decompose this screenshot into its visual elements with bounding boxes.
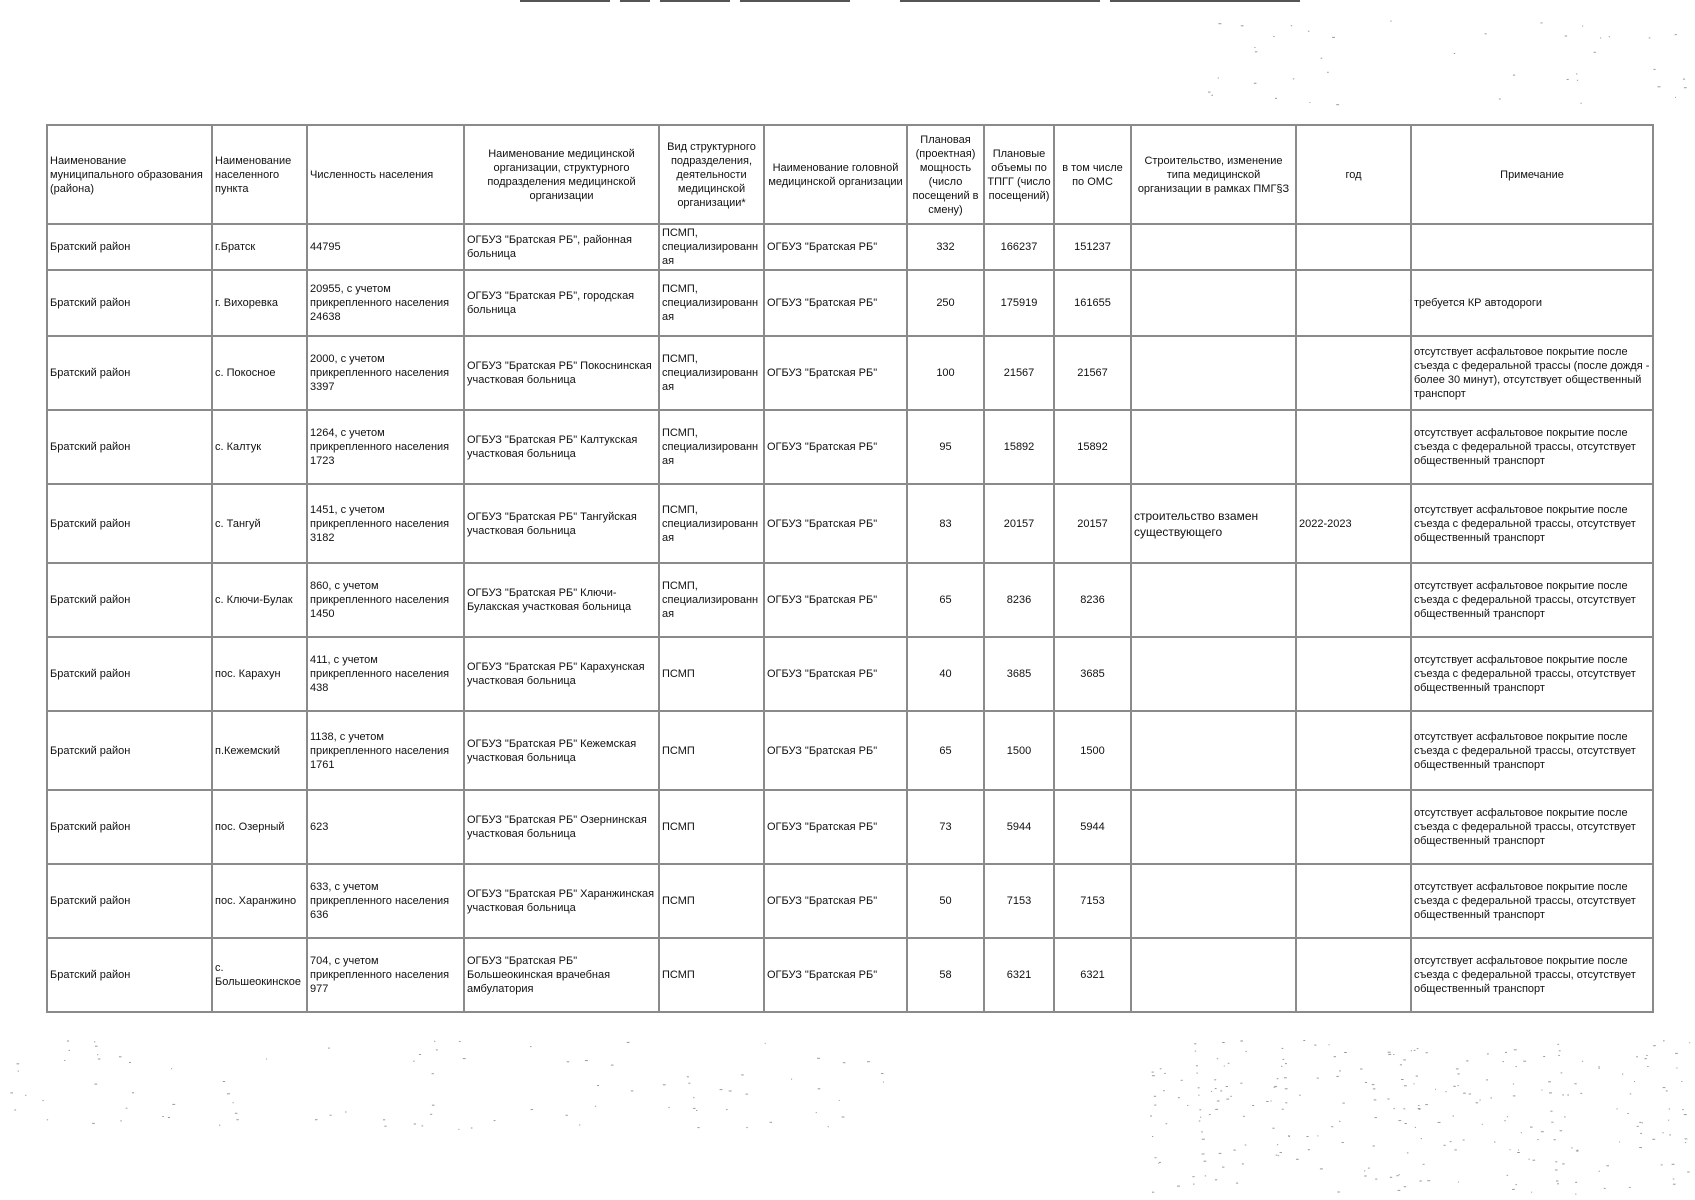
- cell-parent-organization: ОГБУЗ "Братская РБ": [764, 790, 907, 864]
- cell-capacity: 100: [907, 336, 984, 410]
- cell-construction: [1131, 938, 1296, 1012]
- cell-settlement: пос. Карахун: [212, 637, 307, 711]
- cell-oms: 7153: [1054, 864, 1131, 938]
- cell-construction: [1131, 711, 1296, 790]
- cell-parent-organization: ОГБУЗ "Братская РБ": [764, 336, 907, 410]
- cell-organization: ОГБУЗ "Братская РБ" Тангуйская участковая больница: [464, 484, 659, 563]
- cell-settlement: пос. Харанжино: [212, 864, 307, 938]
- cell-oms: 15892: [1054, 410, 1131, 484]
- cell-note: отсутствует асфальтовое покрытие после съезда с федеральной трассы, отсутствует общественный транспорт: [1411, 790, 1653, 864]
- cell-year: [1296, 938, 1411, 1012]
- cell-note: отсутствует асфальтовое покрытие после съезда с федеральной трассы, отсутствует общественный транспорт: [1411, 484, 1653, 563]
- cell-organization: ОГБУЗ "Братская РБ", районная больница: [464, 224, 659, 270]
- cell-year: [1296, 790, 1411, 864]
- cell-construction: [1131, 563, 1296, 637]
- cell-planned-volume: 15892: [984, 410, 1054, 484]
- cell-settlement: с. Большеокинское: [212, 938, 307, 1012]
- cell-municipality: Братский район: [47, 336, 212, 410]
- header-oms: в том числе по ОМС: [1054, 125, 1131, 224]
- cell-oms: 3685: [1054, 637, 1131, 711]
- cell-settlement: с. Калтук: [212, 410, 307, 484]
- table-row: [47, 410, 1653, 484]
- cell-planned-volume: 6321: [984, 938, 1054, 1012]
- cell-municipality: Братский район: [47, 484, 212, 563]
- cell-unit-type: ПСМП, специализированная: [659, 224, 764, 270]
- cell-settlement: п.Кежемский: [212, 711, 307, 790]
- header-construction: Строительство, изменение типа медицинской организации в рамках ПМГ§З: [1131, 125, 1296, 224]
- cell-oms: 1500: [1054, 711, 1131, 790]
- cell-oms: 5944: [1054, 790, 1131, 864]
- medical-organizations-table: [46, 124, 1654, 1013]
- cell-capacity: 250: [907, 270, 984, 336]
- cell-capacity: 65: [907, 711, 984, 790]
- cell-construction: [1131, 224, 1296, 270]
- header-note: Примечание: [1411, 125, 1653, 224]
- cell-organization: ОГБУЗ "Братская РБ" Большеокинская врачебная амбулатория: [464, 938, 659, 1012]
- cell-note: отсутствует асфальтовое покрытие после съезда с федеральной трассы, отсутствует общественный транспорт: [1411, 938, 1653, 1012]
- header-settlement: Наименование населенного пункта: [212, 125, 307, 224]
- cell-year: [1296, 563, 1411, 637]
- cell-capacity: 58: [907, 938, 984, 1012]
- cell-construction: строительство взамен существующего: [1131, 484, 1296, 563]
- cell-organization: ОГБУЗ "Братская РБ" Озернинская участковая больница: [464, 790, 659, 864]
- cell-organization: ОГБУЗ "Братская РБ", городская больница: [464, 270, 659, 336]
- cell-note: отсутствует асфальтовое покрытие после съезда с федеральной трассы, отсутствует общественный транспорт: [1411, 864, 1653, 938]
- cell-parent-organization: ОГБУЗ "Братская РБ": [764, 563, 907, 637]
- cell-year: [1296, 336, 1411, 410]
- cell-municipality: Братский район: [47, 224, 212, 270]
- cell-parent-organization: ОГБУЗ "Братская РБ": [764, 484, 907, 563]
- cell-year: [1296, 224, 1411, 270]
- cell-parent-organization: ОГБУЗ "Братская РБ": [764, 224, 907, 270]
- cell-municipality: Братский район: [47, 938, 212, 1012]
- header-planned-volume: Плановые объемы по ТПГГ (число посещений): [984, 125, 1054, 224]
- cell-note: отсутствует асфальтовое покрытие после съезда с федеральной трассы, отсутствует общественный транспорт: [1411, 711, 1653, 790]
- table-row: [47, 484, 1653, 563]
- table-row: [47, 224, 1653, 270]
- cell-oms: 161655: [1054, 270, 1131, 336]
- cell-capacity: 65: [907, 563, 984, 637]
- cell-planned-volume: 175919: [984, 270, 1054, 336]
- cell-year: 2022-2023: [1296, 484, 1411, 563]
- cell-unit-type: ПСМП: [659, 938, 764, 1012]
- cell-note: [1411, 224, 1653, 270]
- cell-unit-type: ПСМП: [659, 637, 764, 711]
- cell-organization: ОГБУЗ "Братская РБ" Харанжинская участковая больница: [464, 864, 659, 938]
- cell-unit-type: ПСМП: [659, 711, 764, 790]
- header-unit-type: Вид структурного подразделения, деятельности медицинской организации*: [659, 125, 764, 224]
- cell-planned-volume: 21567: [984, 336, 1054, 410]
- cell-year: [1296, 711, 1411, 790]
- cell-note: требуется КР автодороги: [1411, 270, 1653, 336]
- cell-capacity: 83: [907, 484, 984, 563]
- cell-municipality: Братский район: [47, 711, 212, 790]
- table-row: [47, 790, 1653, 864]
- cell-note: отсутствует асфальтовое покрытие после съезда с федеральной трассы, отсутствует общественный транспорт: [1411, 563, 1653, 637]
- header-parent-organization: Наименование головной медицинской организации: [764, 125, 907, 224]
- header-population: Численность населения: [307, 125, 464, 224]
- cell-settlement: с. Тангуй: [212, 484, 307, 563]
- cell-organization: ОГБУЗ "Братская РБ" Кежемская участковая больница: [464, 711, 659, 790]
- cell-settlement: с. Покосное: [212, 336, 307, 410]
- table-row: [47, 336, 1653, 410]
- cell-construction: [1131, 864, 1296, 938]
- cell-parent-organization: ОГБУЗ "Братская РБ": [764, 938, 907, 1012]
- table-row: [47, 637, 1653, 711]
- table-row: [47, 563, 1653, 637]
- cell-oms: 21567: [1054, 336, 1131, 410]
- header-capacity: Плановая (проектная) мощность (число посещений в смену): [907, 125, 984, 224]
- cell-construction: [1131, 790, 1296, 864]
- cell-unit-type: ПСМП, специализированная: [659, 410, 764, 484]
- header-municipality: Наименование муниципального образования (района): [47, 125, 212, 224]
- cell-municipality: Братский район: [47, 270, 212, 336]
- cell-planned-volume: 166237: [984, 224, 1054, 270]
- cell-municipality: Братский район: [47, 410, 212, 484]
- cell-population: 2000, с учетом прикрепленного населения 3397: [307, 336, 464, 410]
- table-row: [47, 270, 1653, 336]
- cell-parent-organization: ОГБУЗ "Братская РБ": [764, 270, 907, 336]
- cell-oms: 20157: [1054, 484, 1131, 563]
- table-row: [47, 864, 1653, 938]
- table-row: [47, 711, 1653, 790]
- cell-parent-organization: ОГБУЗ "Братская РБ": [764, 637, 907, 711]
- header-year: год: [1296, 125, 1411, 224]
- cell-capacity: 95: [907, 410, 984, 484]
- cell-capacity: 50: [907, 864, 984, 938]
- cell-municipality: Братский район: [47, 563, 212, 637]
- cell-year: [1296, 410, 1411, 484]
- cell-unit-type: ПСМП, специализированная: [659, 270, 764, 336]
- cell-organization: ОГБУЗ "Братская РБ" Калтукская участковая больница: [464, 410, 659, 484]
- cell-oms: 151237: [1054, 224, 1131, 270]
- table-row: [47, 938, 1653, 1012]
- cell-note: отсутствует асфальтовое покрытие после съезда с федеральной трассы (после дождя - более 30 минут), отсутствует общественный транспорт: [1411, 336, 1653, 410]
- cell-settlement: с. Ключи-Булак: [212, 563, 307, 637]
- cell-organization: ОГБУЗ "Братская РБ" Карахунская участковая больница: [464, 637, 659, 711]
- cell-capacity: 332: [907, 224, 984, 270]
- table-body: [47, 224, 1653, 1012]
- cell-settlement: пос. Озерный: [212, 790, 307, 864]
- cell-population: 20955, с учетом прикрепленного населения 24638: [307, 270, 464, 336]
- cell-municipality: Братский район: [47, 790, 212, 864]
- cell-unit-type: ПСМП: [659, 864, 764, 938]
- cell-note: отсутствует асфальтовое покрытие после съезда с федеральной трассы, отсутствует общественный транспорт: [1411, 410, 1653, 484]
- cell-year: [1296, 270, 1411, 336]
- cell-organization: ОГБУЗ "Братская РБ" Ключи-Булакская участковая больница: [464, 563, 659, 637]
- cell-planned-volume: 20157: [984, 484, 1054, 563]
- cell-population: 1264, с учетом прикрепленного населения 1723: [307, 410, 464, 484]
- document-table-container: [46, 124, 1652, 1013]
- cell-oms: 6321: [1054, 938, 1131, 1012]
- cell-planned-volume: 3685: [984, 637, 1054, 711]
- cell-planned-volume: 8236: [984, 563, 1054, 637]
- cell-population: 1138, с учетом прикрепленного населения 1761: [307, 711, 464, 790]
- cell-population: 623: [307, 790, 464, 864]
- cell-organization: ОГБУЗ "Братская РБ" Покоснинская участковая больница: [464, 336, 659, 410]
- cell-municipality: Братский район: [47, 637, 212, 711]
- cell-population: 1451, с учетом прикрепленного населения 3182: [307, 484, 464, 563]
- cell-planned-volume: 1500: [984, 711, 1054, 790]
- cell-oms: 8236: [1054, 563, 1131, 637]
- cell-municipality: Братский район: [47, 864, 212, 938]
- cell-parent-organization: ОГБУЗ "Братская РБ": [764, 711, 907, 790]
- cell-unit-type: ПСМП: [659, 790, 764, 864]
- cell-construction: [1131, 336, 1296, 410]
- cell-settlement: г. Вихоревка: [212, 270, 307, 336]
- cell-construction: [1131, 270, 1296, 336]
- cell-construction: [1131, 410, 1296, 484]
- cell-population: 704, с учетом прикрепленного населения 977: [307, 938, 464, 1012]
- cell-unit-type: ПСМП, специализированная: [659, 484, 764, 563]
- cell-capacity: 40: [907, 637, 984, 711]
- cell-unit-type: ПСМП, специализированная: [659, 336, 764, 410]
- cell-note: отсутствует асфальтовое покрытие после съезда с федеральной трассы, отсутствует общественный транспорт: [1411, 637, 1653, 711]
- table-header-row: [47, 125, 1653, 224]
- cell-population: 860, с учетом прикрепленного населения 1450: [307, 563, 464, 637]
- cell-population: 44795: [307, 224, 464, 270]
- cell-capacity: 73: [907, 790, 984, 864]
- cell-parent-organization: ОГБУЗ "Братская РБ": [764, 864, 907, 938]
- cell-settlement: г.Братск: [212, 224, 307, 270]
- cell-construction: [1131, 637, 1296, 711]
- cell-year: [1296, 864, 1411, 938]
- cell-planned-volume: 7153: [984, 864, 1054, 938]
- cell-planned-volume: 5944: [984, 790, 1054, 864]
- cell-year: [1296, 637, 1411, 711]
- header-organization: Наименование медицинской организации, структурного подразделения медицинской организации: [464, 125, 659, 224]
- top-edge-marks: [520, 0, 1320, 3]
- cell-unit-type: ПСМП, специализированная: [659, 563, 764, 637]
- cell-parent-organization: ОГБУЗ "Братская РБ": [764, 410, 907, 484]
- cell-population: 411, с учетом прикрепленного населения 438: [307, 637, 464, 711]
- cell-population: 633, с учетом прикрепленного населения 636: [307, 864, 464, 938]
